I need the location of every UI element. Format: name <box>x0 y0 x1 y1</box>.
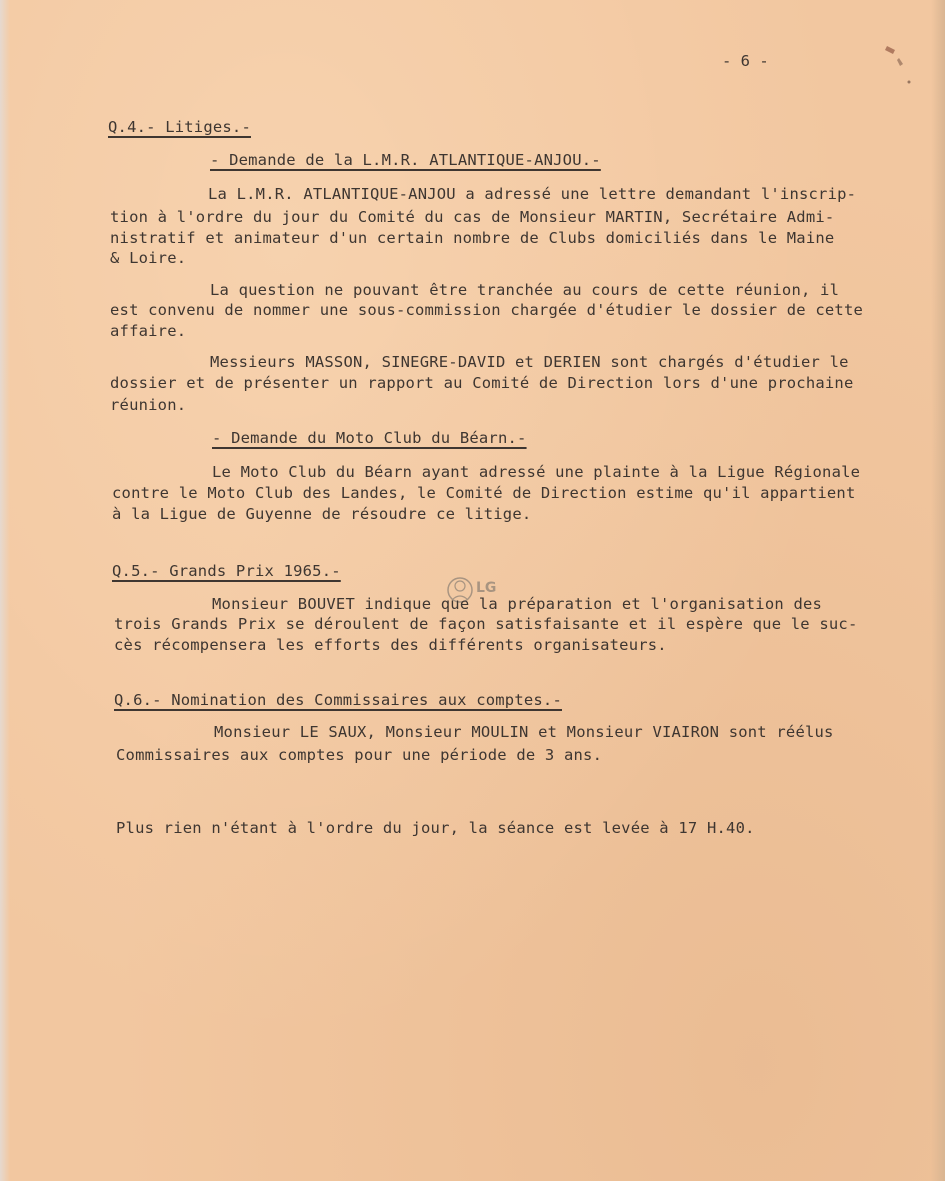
closing-statement: Plus rien n'étant à l'ordre du jour, la séance est levée à 17 H.40. <box>116 819 755 837</box>
q4-sub1-heading: - Demande de la L.M.R. ATLANTIQUE-ANJOU.- <box>210 151 601 169</box>
section-q6-heading: Q.6.- Nomination des Commissaires aux comptes.- <box>114 691 562 709</box>
q4-sub1-para2-line3: affaire. <box>110 322 187 340</box>
q4-sub1-para1-line3: nistratif et animateur d'un certain nombre de Clubs domiciliés dans le Maine <box>110 229 835 247</box>
q4-sub1-para1-line4: & Loire. <box>110 249 187 267</box>
q4-sub1-para1-line1: La L.M.R. ATLANTIQUE-ANJOU a adressé une lettre demandant l'inscrip- <box>208 185 857 203</box>
q6-para1-line1: Monsieur LE SAUX, Monsieur MOULIN et Monsieur VIAIRON sont réélus <box>214 723 834 741</box>
q4-sub1-para3-line1: Messieurs MASSON, SINEGRE-DAVID et DERIEN sont chargés d'étudier le <box>210 353 849 371</box>
q4-sub1-para2-line1: La question ne pouvant être tranchée au cours de cette réunion, il <box>210 281 840 299</box>
q4-sub2-para1-line3: à la Ligue de Guyenne de résoudre ce litige. <box>112 505 532 523</box>
watermark-logo-text: LG <box>476 580 497 596</box>
q5-para1-line2: trois Grands Prix se déroulent de façon satisfaisante et il espère que le suc- <box>114 615 858 633</box>
q4-sub2-para1-line2: contre le Moto Club des Landes, le Comité de Direction estime qu'il appartient <box>112 484 856 502</box>
q6-para1-line2: Commissaires aux comptes pour une période de 3 ans. <box>116 746 603 764</box>
q4-sub1-para2-line2: est convenu de nommer une sous-commission chargée d'étudier le dossier de cette <box>110 301 864 319</box>
q4-sub1-para1-line2: tion à l'ordre du jour du Comité du cas de Monsieur MARTIN, Secrétaire Admi- <box>110 208 835 226</box>
q5-para1-line3: cès récompensera les efforts des différents organisateurs. <box>114 636 667 654</box>
q4-sub2-heading: - Demande du Moto Club du Béarn.- <box>212 429 527 447</box>
q5-para1-line1: Monsieur BOUVET indique que la préparation et l'organisation des <box>212 595 823 613</box>
q4-sub1-para3-line3: réunion. <box>110 396 187 414</box>
q4-sub1-para3-line2: dossier et de présenter un rapport au Comité de Direction lors d'une prochaine <box>110 374 854 392</box>
section-q4-heading: Q.4.- Litiges.- <box>108 118 251 136</box>
page-number: - 6 - <box>722 52 769 70</box>
q4-sub2-para1-line1: Le Moto Club du Béarn ayant adressé une plainte à la Ligue Régionale <box>212 463 861 481</box>
section-q5-heading: Q.5.- Grands Prix 1965.- <box>112 562 341 580</box>
corner-stain-mark <box>865 38 915 88</box>
